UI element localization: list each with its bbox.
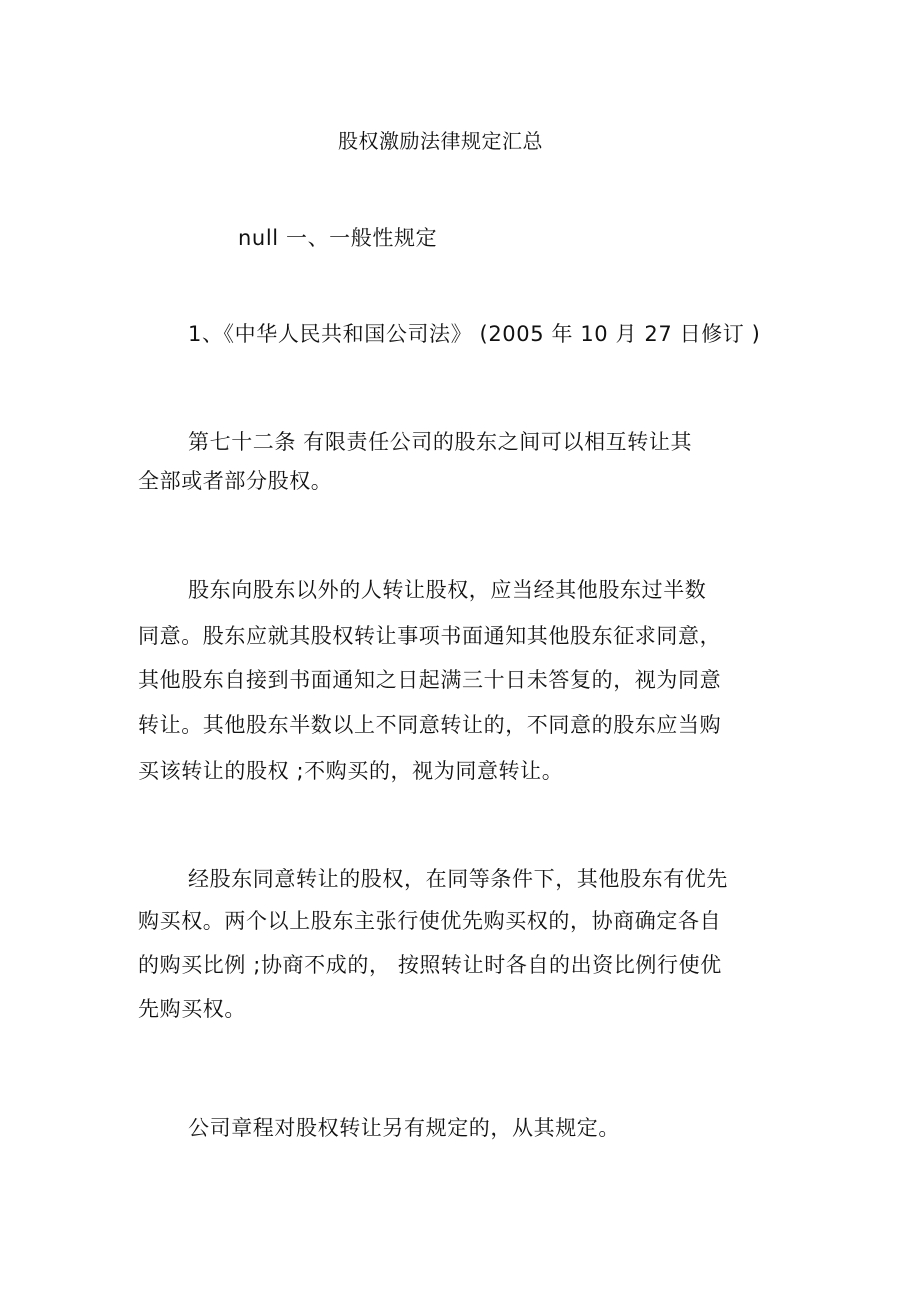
paragraph-line: 公司章程对股权转让另有规定的，从其规定。 [188, 1116, 620, 1140]
paragraph-line: 买该转让的股权 ;不购买的，视为同意转让。 [138, 759, 564, 783]
paragraph-line: 第七十二条 有限责任公司的股东之间可以相互转让其 [188, 430, 693, 454]
paragraph-line: 经股东同意转让的股权，在同等条件下，其他股东有优先 [188, 867, 728, 891]
paragraph-line: 的购买比例 ;协商不成的， 按照转让时各自的出资比例行使优 [138, 953, 722, 977]
paragraph-line: 同意。股东应就其股权转让事项书面通知其他股东征求同意， [138, 624, 722, 648]
paragraph-line: 购买权。两个以上股东主张行使优先购买权的，协商确定各自 [138, 909, 722, 933]
document-title: 股权激励法律规定汇总 [338, 129, 543, 153]
section-heading: null 一、一般性规定 [238, 226, 438, 250]
paragraph-line: 股东向股东以外的人转让股权，应当经其他股东过半数 [188, 578, 707, 602]
paragraph-line: 全部或者部分股权。 [138, 469, 333, 493]
law-title: 1、《中华人民共和国公司法》 (2005 年 10 月 27 日修订 ) [188, 322, 761, 346]
paragraph-line: 其他股东自接到书面通知之日起满三十日未答复的，视为同意 [138, 668, 722, 692]
paragraph-line: 转让。其他股东半数以上不同意转让的，不同意的股东应当购 [138, 713, 722, 737]
paragraph-line: 先购买权。 [138, 997, 246, 1021]
